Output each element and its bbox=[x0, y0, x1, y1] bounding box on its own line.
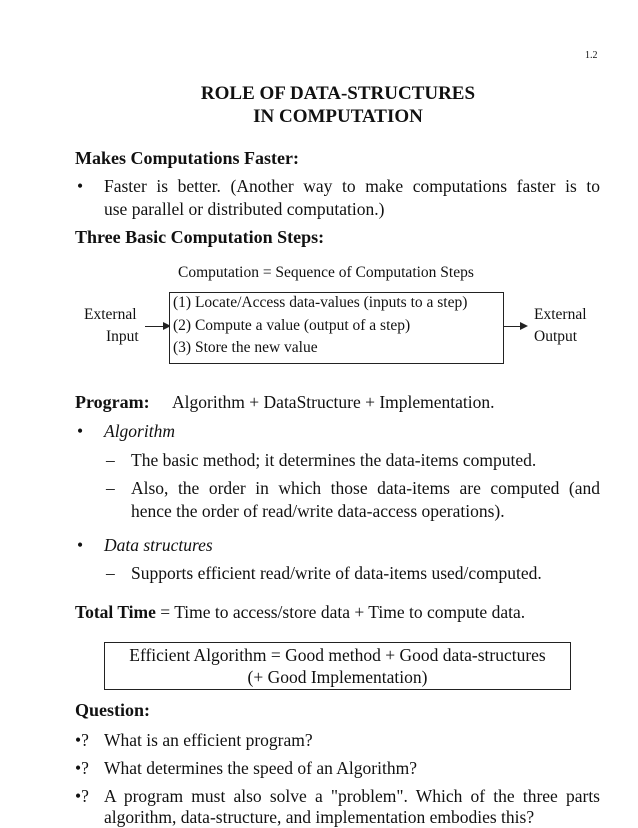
dash-symbol: – bbox=[106, 478, 115, 498]
step-3: (3) Store the new value bbox=[173, 339, 318, 356]
efficient-algorithm-box bbox=[104, 642, 571, 690]
page-title bbox=[0, 82, 638, 128]
output-arrow-icon bbox=[520, 322, 528, 330]
external-input-label-line-1: External bbox=[84, 306, 137, 323]
external-output-label-line-2: Output bbox=[534, 328, 578, 345]
program-label: Program: bbox=[75, 392, 150, 412]
program-formula: Algorithm + DataStructure + Implementation. bbox=[172, 392, 495, 412]
question-bullet: •? bbox=[75, 730, 89, 750]
question-3-line-1: A program must also solve a "problem". Which of the three parts bbox=[104, 786, 600, 806]
algorithm-point-2-line-1: Also, the order in which those data-items are computed (and bbox=[131, 478, 600, 498]
external-output-label-line-1: External bbox=[534, 306, 587, 323]
faster-bullet-line-1: Faster is better. (Another way to make computations faster is to bbox=[104, 176, 600, 196]
input-arrow-line bbox=[145, 326, 165, 327]
bullet-symbol: • bbox=[77, 421, 84, 441]
question-1: What is an efficient program? bbox=[104, 730, 313, 750]
algorithm-point-1: The basic method; it determines the data-items computed. bbox=[131, 450, 537, 470]
page-number: 1.2 bbox=[585, 50, 598, 61]
dash-symbol: – bbox=[106, 450, 115, 470]
title-line-1: ROLE OF DATA-STRUCTURES bbox=[200, 83, 476, 104]
question-3-line-2: algorithm, data-structure, and implementation embodies this? bbox=[104, 807, 535, 827]
step-2: (2) Compute a value (output of a step) bbox=[173, 317, 411, 334]
ds-point-1: Supports efficient read/write of data-items used/computed. bbox=[131, 563, 542, 583]
question-bullet: •? bbox=[75, 786, 89, 806]
total-time-line bbox=[75, 602, 525, 623]
step-1: (1) Locate/Access data-values (inputs to a step) bbox=[173, 294, 468, 311]
bullet-symbol: • bbox=[77, 176, 84, 196]
question-heading: Question: bbox=[75, 700, 151, 720]
output-arrow-line bbox=[503, 326, 521, 327]
efficient-box-line-2: (+ Good Implementation) bbox=[247, 667, 428, 687]
algorithm-title: Algorithm bbox=[104, 421, 175, 441]
diagram-caption: Computation = Sequence of Computation Steps bbox=[178, 264, 474, 281]
dash-symbol: – bbox=[106, 563, 115, 583]
total-time-text: = Time to access/store data + Time to compute data. bbox=[155, 602, 526, 622]
heading-steps: Three Basic Computation Steps: bbox=[75, 227, 325, 247]
faster-bullet-line-2: use parallel or distributed computation.) bbox=[104, 199, 385, 219]
ds-title: Data structures bbox=[104, 535, 213, 555]
bullet-symbol: • bbox=[77, 535, 84, 555]
external-input-label-line-2: Input bbox=[106, 328, 139, 345]
total-time-label: Total Time bbox=[75, 602, 156, 622]
efficient-box-line-1: Efficient Algorithm = Good method + Good data-structures bbox=[129, 645, 546, 665]
title-line-2: IN COMPUTATION bbox=[253, 106, 423, 127]
question-2: What determines the speed of an Algorithm? bbox=[104, 758, 417, 778]
heading-faster: Makes Computations Faster: bbox=[75, 148, 299, 168]
question-bullet: •? bbox=[75, 758, 89, 778]
algorithm-point-2-line-2: hence the order of read/write data-access operations). bbox=[131, 501, 505, 521]
